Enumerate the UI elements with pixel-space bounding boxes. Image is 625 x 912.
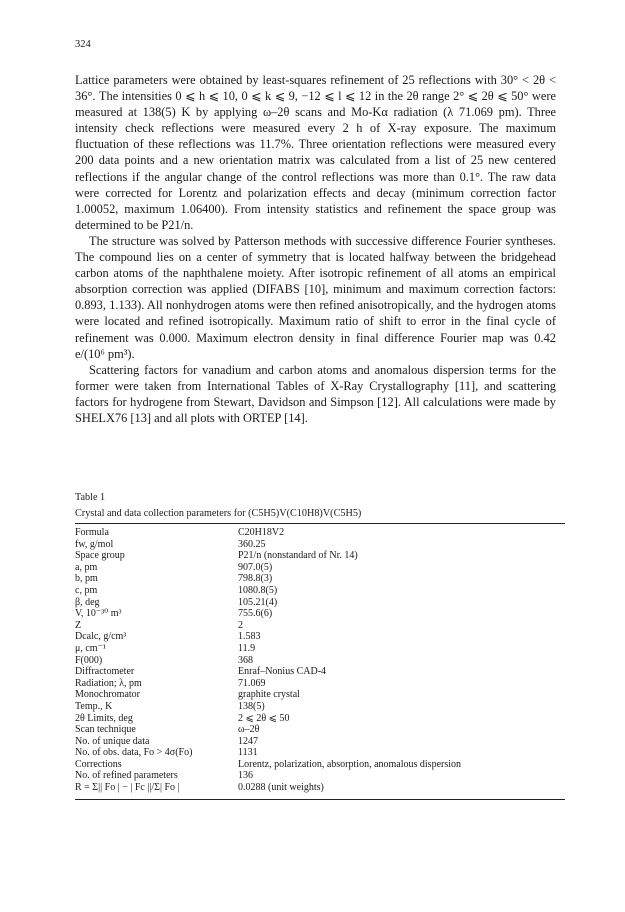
table-row [75,759,565,771]
parameter-value: Lorentz, polarization, absorption, anomalous dispersion [238,758,462,770]
page-number: 324 [75,39,91,50]
parameter-name: R = Σ|| Fo | − | Fc ||/Σ| Fo | [75,782,180,794]
parameter-value: ω–2θ [238,724,260,736]
table-row [75,573,565,585]
parameter-value: Enraf–Nonius CAD-4 [238,666,327,678]
paragraph-methods-data-collection: Lattice parameters were obtained by least-squares refinement of 25 reflections with 30° < 2θ < 36°. The intensities 0 ⩽ h ⩽ 10, 0 ⩽ k ⩽ 9, −12 ⩽ l ⩽ 12 in the 2θ range 2° ⩽ 2θ ⩽ 50° were measured at 138(5) K by applying ω–2θ scans and Mo-Kα radiation (λ 71.069 pm). Three intensity check reflections were measured every 2 h of X-ray exposure. The maximum fluctuation of these reflections was 11.7%. Three orientation reflections were measured every 200 data points and a new orientation matrix was calculated from a list of 25 new centered reflections if the angular change of the control reflections was more than 0.1°. The raw data were corrected for Lorentz and polarization effects and decay (minimum correction factor 1.00052, maximum 1.06400). From intensity statistics and refinement the space group was determined to be P21/n. [75,73,556,232]
parameter-value: 136 [238,770,253,782]
paragraph-structure-solution: The structure was solved by Patterson methods with successive difference Fourier syntheses. The compound lies on a center of symmetry that is located halfway between the bridgehead carbon atoms of the naphthalene moiety. After isotropic refinement of all atoms an empirical absorption correction was applied (DIFABS [10], minimum and maximum correction factors: 0.893, 1.133). All nonhydrogen atoms were then refined anisotropically, and the hydrogen atoms were located and refined isotropically. Maximum ratio of shift to error in the final cycle of refinement was 0.000. Maximum electron density in final difference Fourier map was 0.42 e/(10⁶ pm³). [75,233,556,361]
parameter-name: Z [75,619,82,631]
parameter-name: No. of unique data [75,735,150,747]
parameter-name: fw, g/mol [75,538,114,550]
parameter-value: 755.6(6) [238,608,273,620]
table-row [75,585,565,597]
parameter-value: 1131 [238,747,258,759]
parameter-value: 105.21(4) [238,596,278,608]
table-row [75,562,565,574]
table-top-rule [75,523,565,524]
parameter-value: 2 ⩽ 2θ ⩽ 50 [238,712,290,724]
parameter-name: μ, cm⁻¹ [75,642,106,654]
parameter-name: Diffractometer [75,666,135,678]
table-row [75,655,565,667]
table-row [75,550,565,562]
table-row [75,747,565,759]
table-1 [75,492,565,800]
parameter-name: Dcalc, g/cm³ [75,631,127,643]
parameter-value: 798.8(3) [238,573,273,585]
parameter-name: Scan technique [75,724,136,736]
parameter-name: Formula [75,527,109,538]
parameter-value: 0.0288 (unit weights) [238,782,324,794]
table-row [75,782,565,794]
table-row [75,620,565,632]
table-row [75,643,565,655]
table-row [75,701,565,713]
parameter-name: c, pm [75,584,98,596]
table-row [75,736,565,748]
body-text [75,72,556,426]
table-row [75,713,565,725]
parameter-value: 1080.8(5) [238,584,278,596]
parameter-value: 1247 [238,735,258,747]
parameter-name: No. of refined parameters [75,770,178,782]
parameter-value: 71.069 [238,677,266,689]
crystal-parameters-table [75,527,565,794]
table-row [75,608,565,620]
parameter-name: 2θ Limits, deg [75,712,133,724]
table-bottom-rule [75,799,565,800]
parameter-value: 907.0(5) [238,561,273,573]
parameter-name: F(000) [75,654,103,666]
table-row [75,527,565,539]
table-row [75,597,565,609]
parameter-name: a, pm [75,561,98,573]
parameter-name: V, 10⁻³⁰ m³ [75,608,122,620]
table-row [75,689,565,701]
parameter-name: Radiation; λ, pm [75,677,142,689]
table-row [75,539,565,551]
parameter-value: 2 [238,619,243,631]
table-row [75,666,565,678]
parameter-name: No. of obs. data, Fo > 4σ(Fo) [75,747,193,759]
parameter-name: Temp., K [75,700,113,712]
table-row [75,678,565,690]
table-row [75,631,565,643]
table-caption: Crystal and data collection parameters for (C5H5)V(C10H8)V(C5H5) [75,508,362,519]
parameter-value: 368 [238,654,253,666]
parameter-value: 360.25 [238,538,266,550]
paragraph-scattering-factors: Scattering factors for vanadium and carbon atoms and anomalous dispersion terms for the former were taken from International Tables of X-Ray Crystallography [11], and scattering factors for hydrogene from Stewart, Davidson and Simpson [12]. All calculations were made by SHELX76 [13] and all plots with ORTEP [14]. [75,362,556,425]
parameter-name: Corrections [75,758,122,770]
parameter-name: Monochromator [75,689,140,701]
parameter-value: 11.9 [238,642,256,654]
parameter-name: b, pm [75,573,98,585]
parameter-value: graphite crystal [238,689,300,701]
table-label: Table 1 [75,492,106,503]
table-row [75,724,565,736]
parameter-value: 138(5) [238,700,265,712]
parameter-name: Space group [75,550,125,562]
parameter-name: β, deg [75,596,100,608]
parameter-value: C20H18V2 [238,527,285,538]
table-row [75,770,565,782]
parameter-value: 1.583 [238,631,261,643]
parameter-value: P21/n (nonstandard of Nr. 14) [238,550,358,562]
